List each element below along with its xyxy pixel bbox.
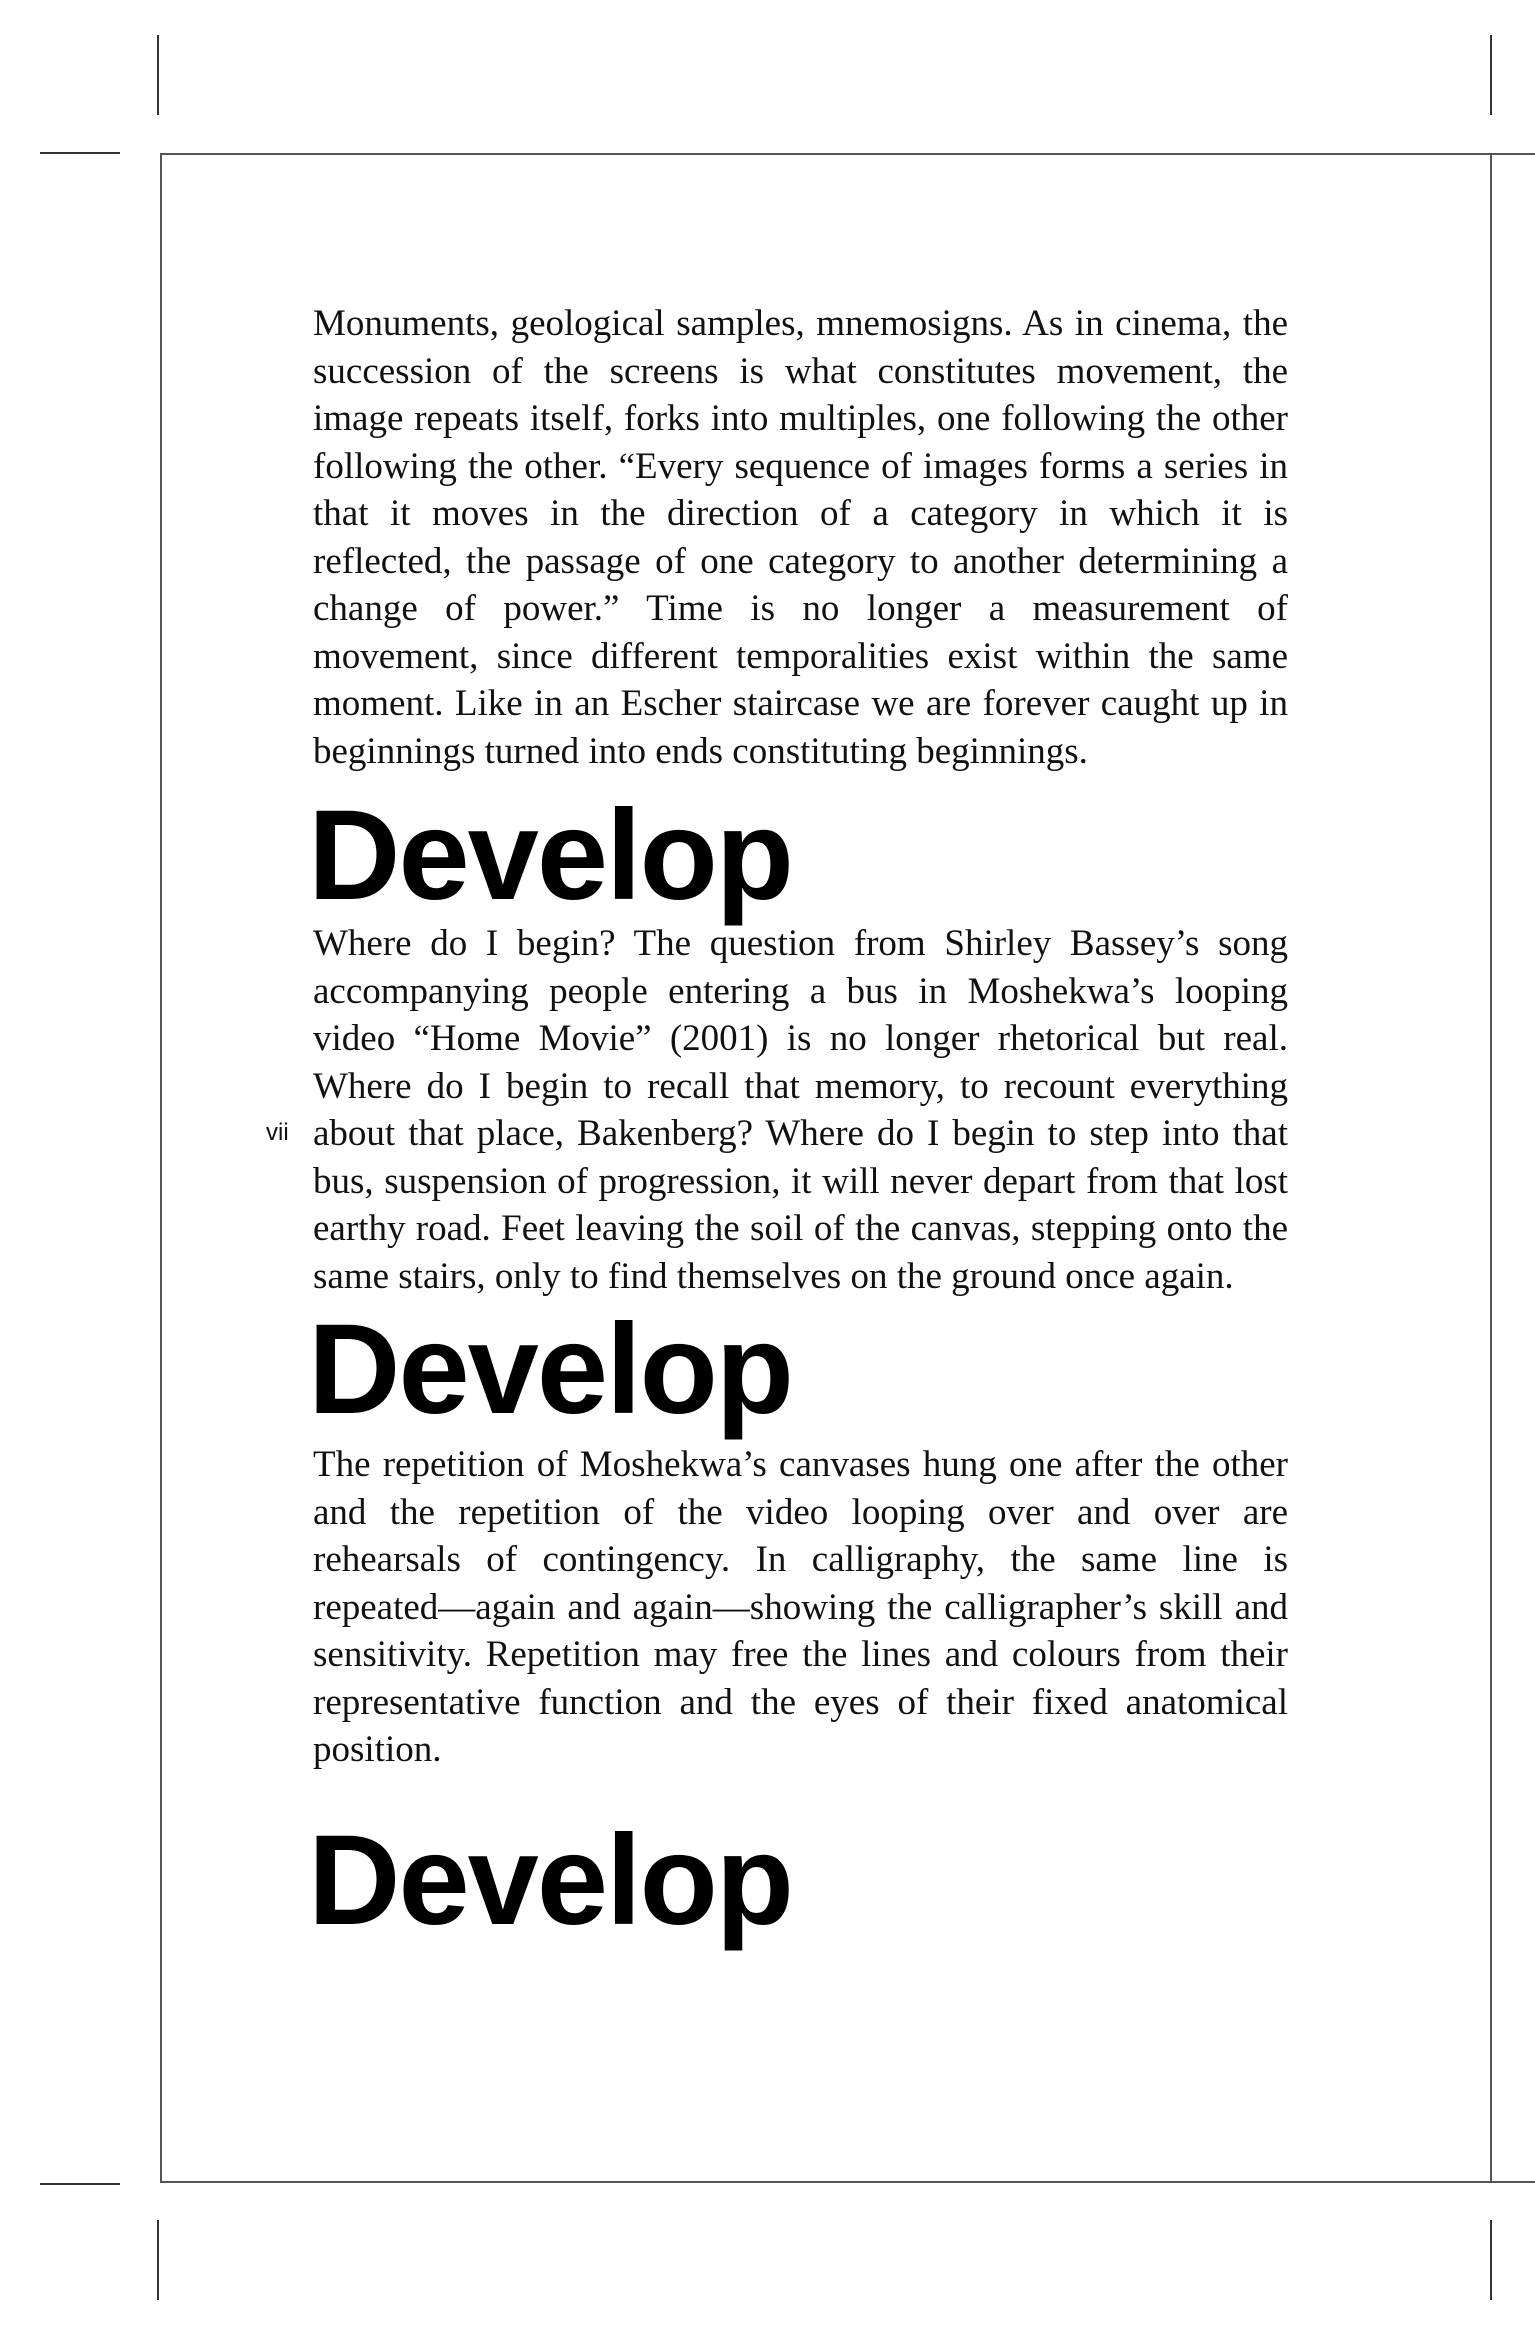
paragraph-monuments: Monuments, geological samples, mnemosigns. As in cinema, the succession of the screens is what constitutes movement, the image repeats itself, forks into multiples, one following the other following the other. “Every sequence of images forms a series in that it moves in the direction of a category in which it is reflected, the passage of one category to another determining a change of power.” Time is no longer a measurement of movement, since different temporalities exist within the same moment. Like in an Escher staircase we are forever caught up in beginnings turned into ends constituting beginnings. bbox=[313, 303, 1288, 772]
page-trim-top-extension bbox=[1490, 153, 1535, 155]
develop-heading-1: Develop bbox=[308, 784, 792, 927]
page-number: vii bbox=[266, 1119, 289, 1146]
paragraph-repetition: The repetition of Moshekwa’s canvases hung one after the other and the repetition of the video looping over and over are rehearsals of contingency. In calligraphy, the same line is repeated—again and again—showing the calligrapher’s skill and sensitivity. Repetition may free the lines and colours from their representative function and the eyes of their fixed anatomical position. bbox=[313, 1444, 1288, 1770]
crop-mark-left-bottom bbox=[40, 2183, 120, 2185]
page-trim-bottom-extension bbox=[1490, 2181, 1535, 2183]
crop-mark-bottom-left bbox=[157, 2220, 159, 2300]
crop-mark-left-top bbox=[40, 152, 120, 154]
crop-mark-bottom-right bbox=[1490, 2220, 1492, 2300]
develop-heading-3: Develop bbox=[308, 1809, 792, 1952]
crop-mark-top-left bbox=[157, 35, 159, 115]
develop-heading-2: Develop bbox=[308, 1298, 792, 1441]
crop-mark-top-right bbox=[1490, 35, 1492, 115]
paragraph-where-do-i-begin: Where do I begin? The question from Shirley Bassey’s song accompanying people entering a bus in Moshekwa’s looping video “Home Movie” (2001) is no longer rhetorical but real. Where do I begin to recall that memory, to recount everything about that place, Bakenberg? Where do I begin to step into that bus, suspension of progression, it will never depart from that lost earthy road. Feet leaving the soil of the canvas, stepping onto the same stairs, only to find themselves on the ground once again. bbox=[313, 923, 1288, 1297]
page-trim-right-edge bbox=[1490, 153, 1492, 2183]
